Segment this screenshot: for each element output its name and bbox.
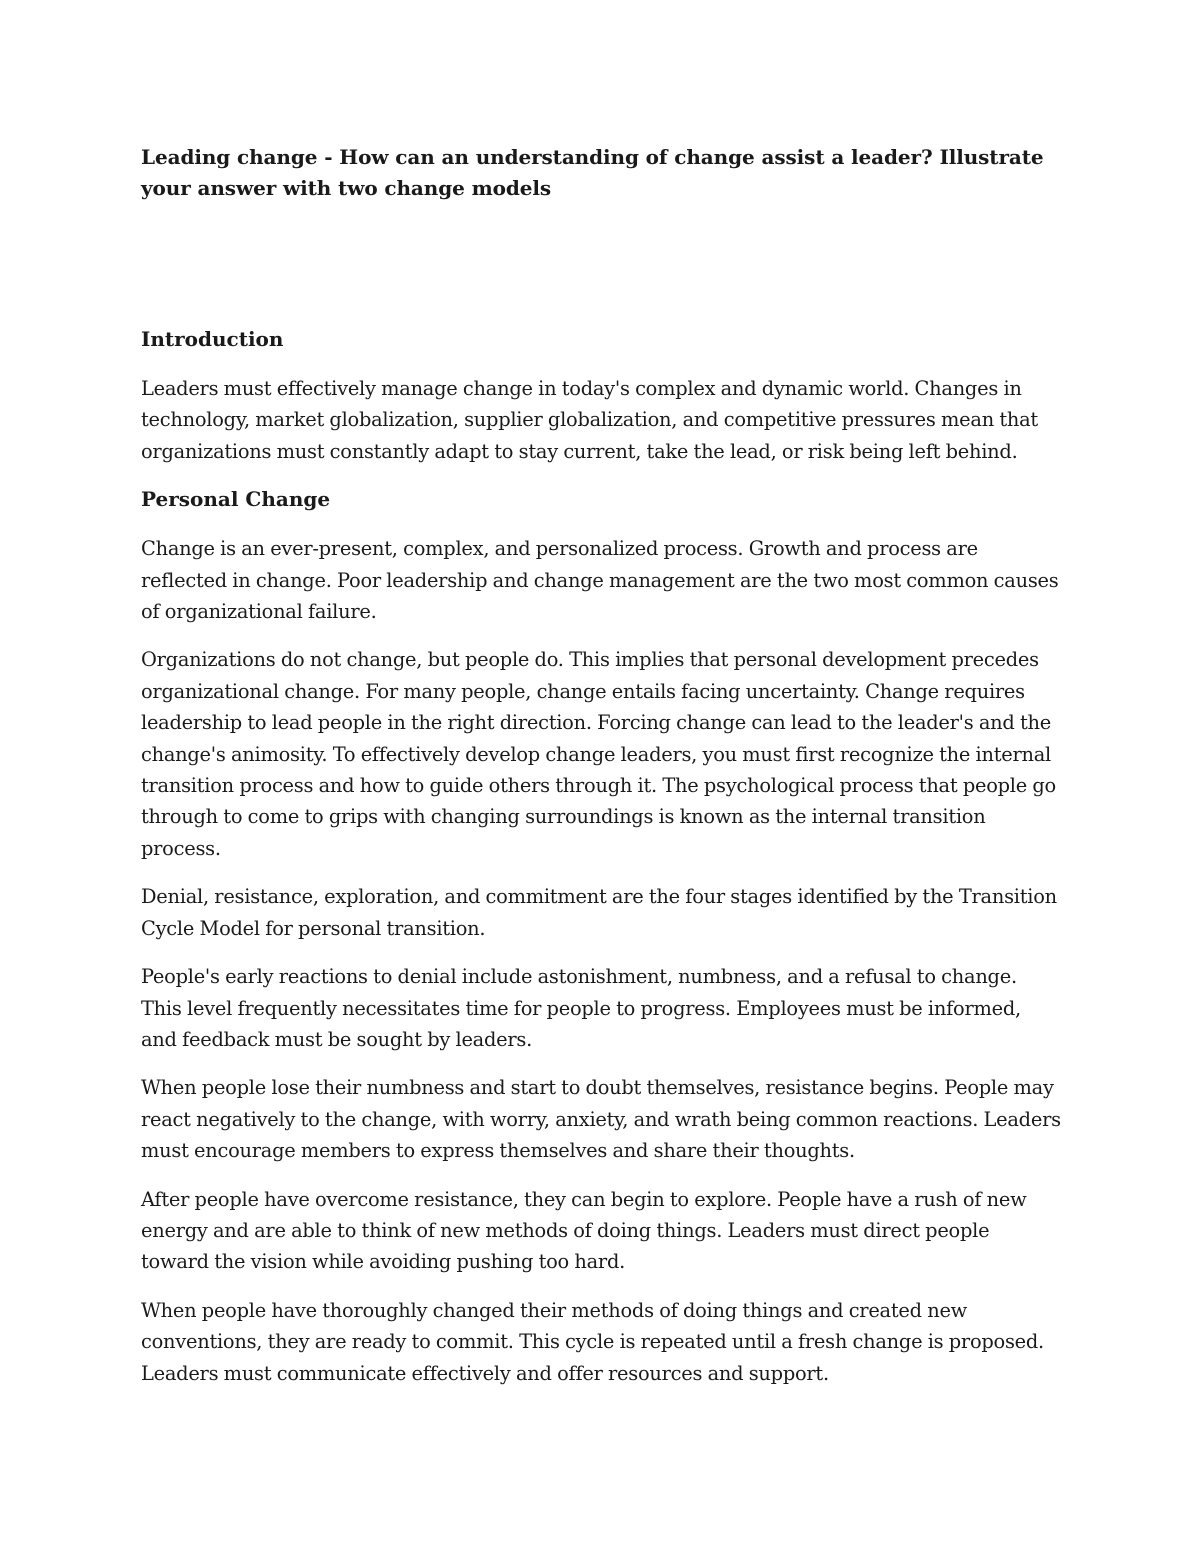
section-heading-personal-change: Personal Change xyxy=(141,487,331,512)
paragraph: Organizations do not change, but people do. This implies that personal development precedes organizational change. For many people, change entails facing uncertainty. Change requires leadership to lead people in the right direction. Forcing change can lead to the leader's and the change's animosity. To effectively develop change leaders, you must first recognize the internal transition process and how to guide others through it. The psychological process that people go through to come to grips with changing surroundings is known as the internal transition process. xyxy=(141,648,1056,860)
document-body xyxy=(141,142,1061,1406)
paragraph: People's early reactions to denial include astonishment, numbness, and a refusal to change. This level frequently necessitates time for people to progress. Employees must be informed, and feedback must be sought by leaders. xyxy=(141,965,1021,1051)
title-spacer xyxy=(141,204,1061,324)
paragraph: When people lose their numbness and start to doubt themselves, resistance begins. People may react negatively to the change, with worry, anxiety, and wrath being common reactions. Leaders must encourage members to express themselves and share their thoughts. xyxy=(141,1076,1061,1163)
paragraph: After people have overcome resistance, they can begin to explore. People have a rush of new energy and are able to think of new methods of doing things. Leaders must direct people toward the vision while avoiding pushing too hard. xyxy=(141,1187,1027,1274)
document-title: Leading change - How can an understanding of change assist a leader? Illustrate your answer with two change models xyxy=(141,145,1044,200)
paragraph: Denial, resistance, exploration, and commitment are the four stages identified by the Transition Cycle Model for personal transition. xyxy=(141,885,1057,940)
section-introduction xyxy=(141,324,1061,467)
section-heading-introduction: Introduction xyxy=(141,327,284,351)
paragraph: Change is an ever-present, complex, and personalized process. Growth and process are reflected in change. Poor leadership and change management are the two most common causes of organizational failure. xyxy=(141,537,1059,624)
paragraph: Leaders must effectively manage change in today's complex and dynamic world. Changes in technology, market globalization, supplier globalization, and competitive pressures mean that organizations must constantly adapt to stay current, take the lead, or risk being left behind. xyxy=(141,377,1038,463)
paragraph: When people have thoroughly changed their methods of doing things and created new conventions, they are ready to commit. This cycle is repeated until a fresh change is proposed. Leaders must communicate effectively and offer resources and support. xyxy=(141,1298,1044,1385)
section-personal-change xyxy=(141,484,1061,1389)
